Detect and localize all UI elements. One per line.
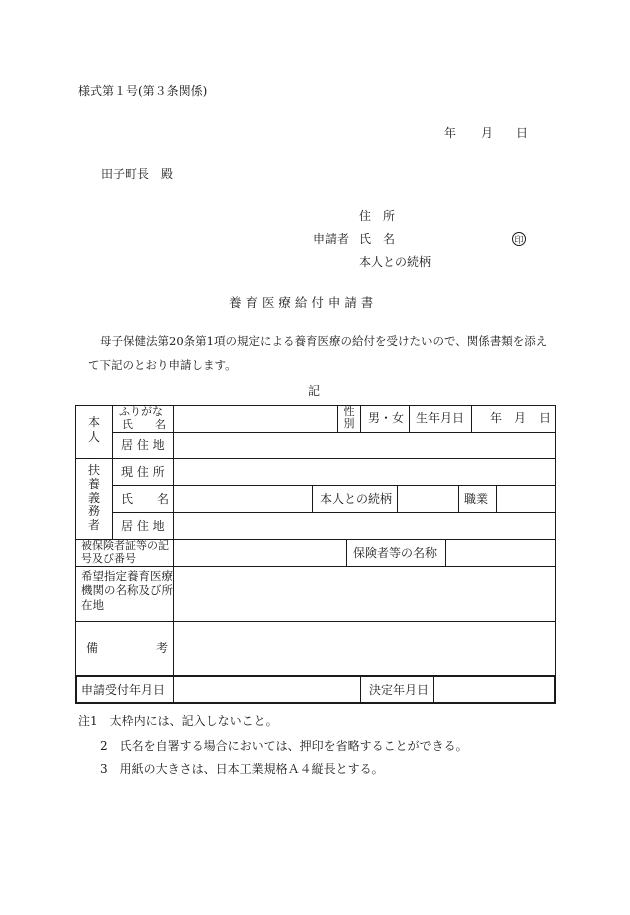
birth-month-label: 月 bbox=[514, 411, 527, 425]
relation-to-person-label: 本人との続柄 bbox=[320, 492, 393, 506]
body-text-line1: 母子保健法第20条第1項の規定による養育医療の給付を受けたいので、関係書類を添え bbox=[100, 334, 548, 348]
decision-date-label: 決定年月日 bbox=[369, 683, 430, 697]
note-2: 2 氏名を自署する場合においては、押印を省略することができる。 bbox=[100, 739, 468, 753]
receipt-date-label: 申請受付年月日 bbox=[81, 683, 166, 697]
medical-institution-label: 希望指定養育医療機関の名称及び所在地 bbox=[81, 569, 173, 612]
addressee: 田子町長 殿 bbox=[101, 167, 174, 181]
occupation-label: 職業 bbox=[464, 492, 489, 506]
relation-label: 本人との続柄 bbox=[359, 255, 432, 269]
guardian-name-label: 氏 名 bbox=[121, 492, 170, 506]
document-title: 養 育 医 療 給 付 申 請 書 bbox=[229, 295, 374, 310]
person-group-label: 本人 bbox=[87, 415, 100, 444]
address-label: 住 所 bbox=[359, 209, 396, 223]
sex-label: 性別 bbox=[343, 405, 355, 431]
name-label: 氏 名 bbox=[359, 232, 396, 246]
residence-label: 居 住 地 bbox=[121, 438, 165, 452]
date-day-label: 日 bbox=[516, 126, 529, 140]
date-year-label: 年 bbox=[444, 126, 457, 140]
seal-mark: 印 bbox=[512, 232, 526, 246]
note-1: 注1 太枠内には、記入しないこと。 bbox=[78, 714, 278, 728]
sex-options: 男・女 bbox=[368, 411, 405, 425]
birth-year-label: 年 bbox=[490, 411, 503, 425]
insured-card-label: 被保険者証等の記号及び番号 bbox=[81, 539, 169, 565]
applicant-label: 申請者 bbox=[313, 232, 350, 246]
furigana-label: ふりがな bbox=[119, 405, 163, 418]
form-number: 様式第１号(第３条関係) bbox=[78, 84, 208, 98]
note-3: 3 用紙の大きさは、日本工業規格Ａ４縦長とする。 bbox=[100, 762, 384, 776]
current-address-label: 現 住 所 bbox=[121, 465, 165, 479]
insurer-name-label: 保険者等の名称 bbox=[353, 546, 438, 560]
ki-label: 記 bbox=[308, 384, 321, 398]
remarks-label-2: 考 bbox=[156, 641, 169, 655]
remarks-label-1: 備 bbox=[86, 641, 99, 655]
birth-day-label: 日 bbox=[539, 411, 552, 425]
name-row-label: 氏 名 bbox=[122, 418, 166, 431]
date-month-label: 月 bbox=[481, 126, 494, 140]
guardian-group-label: 扶養義務者 bbox=[87, 463, 100, 533]
body-text-line2: て下記のとおり申請します。 bbox=[88, 358, 237, 372]
guardian-residence-label: 居 住 地 bbox=[121, 519, 165, 533]
birthdate-label: 生年月日 bbox=[416, 411, 465, 425]
